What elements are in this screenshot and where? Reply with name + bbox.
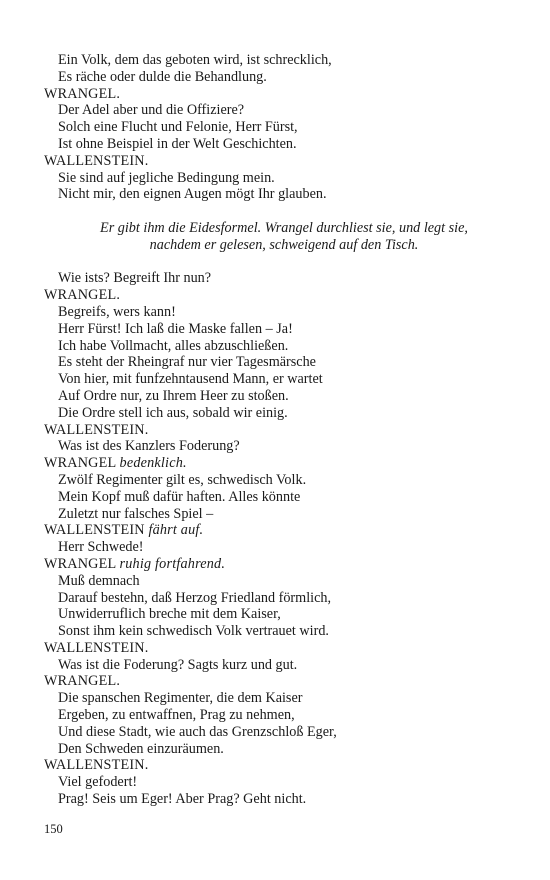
verse-line: Ergeben, zu entwaffnen, Prag zu nehmen, bbox=[58, 707, 295, 724]
speaker-label: WALLENSTEIN. bbox=[44, 152, 149, 169]
verse-line: Sonst ihm kein schwedisch Volk vertrauet wird. bbox=[58, 623, 329, 640]
verse-line: Zuletzt nur falsches Spiel – bbox=[58, 505, 214, 522]
speaker-label: WRANGEL bbox=[44, 555, 116, 572]
speaker-label: WALLENSTEIN. bbox=[44, 421, 149, 438]
speaker-label: WALLENSTEIN. bbox=[44, 757, 149, 774]
verse-line: Von hier, mit funfzehntausend Mann, er wartet bbox=[58, 371, 323, 388]
verse-line: Der Adel aber und die Offiziere? bbox=[58, 102, 245, 119]
verse-line: Darauf bestehn, daß Herzog Friedland förmlich, bbox=[58, 589, 332, 606]
blank-line bbox=[44, 203, 514, 220]
speaker-label: WRANGEL. bbox=[44, 85, 121, 102]
speaker-name bbox=[44, 153, 514, 170]
verse-line: Den Schweden einzuräumen. bbox=[58, 740, 224, 757]
verse-line: Prag! Seis um Eger! Aber Prag? Geht nicht. bbox=[58, 791, 307, 808]
verse-line: Nicht mir, den eignen Augen mögt Ihr glauben. bbox=[58, 186, 327, 203]
verse-line: Es räche oder dulde die Behandlung. bbox=[58, 68, 267, 85]
verse-line: Was ist die Foderung? Sagts kurz und gut. bbox=[58, 656, 298, 673]
speaker-name bbox=[44, 757, 514, 774]
verse-line: Es steht der Rheingraf nur vier Tagesmärsche bbox=[58, 354, 316, 371]
verse-line: Viel gefodert! bbox=[58, 774, 138, 791]
verse-line: Unwiderruflich breche mit dem Kaiser, bbox=[58, 606, 281, 623]
speaker-label: WRANGEL. bbox=[44, 287, 121, 304]
speaker-direction: ruhig fortfahrend. bbox=[119, 555, 226, 572]
stage-direction: nachdem er gelesen, schweigend auf den Tisch. bbox=[149, 236, 419, 253]
verse-line: Sie sind auf jegliche Bedingung mein. bbox=[58, 169, 275, 186]
verse-line: Zwölf Regimenter gilt es, schwedisch Volk. bbox=[58, 471, 307, 488]
speaker-label: WALLENSTEIN bbox=[44, 522, 145, 539]
verse-line: Solch eine Flucht und Felonie, Herr Fürst, bbox=[58, 119, 298, 136]
verse-line: Herr Fürst! Ich laß die Maske fallen – Ja! bbox=[58, 320, 293, 337]
blank-line bbox=[44, 254, 514, 271]
page-number: 150 bbox=[44, 822, 63, 836]
verse-line: Begreifs, wers kann! bbox=[58, 303, 176, 320]
speaker-name bbox=[44, 673, 514, 690]
speaker-name bbox=[44, 455, 514, 472]
stage-direction: Er gibt ihm die Eidesformel. Wrangel durchliest sie, und legt sie, bbox=[100, 219, 468, 236]
verse-line: Die spanschen Regimenter, die dem Kaiser bbox=[58, 690, 303, 707]
verse-line: Was ist des Kanzlers Foderung? bbox=[58, 438, 240, 455]
verse-line: Mein Kopf muß dafür haften. Alles könnte bbox=[58, 488, 301, 505]
verse-line: Und diese Stadt, wie auch das Grenzschloß Eger, bbox=[58, 723, 337, 740]
verse-line: Die Ordre stell ich aus, sobald wir einig. bbox=[58, 404, 288, 421]
speaker-direction: bedenklich. bbox=[119, 455, 187, 472]
speaker-name bbox=[44, 287, 514, 304]
speaker-label: WRANGEL. bbox=[44, 673, 121, 690]
speaker-label: WALLENSTEIN. bbox=[44, 639, 149, 656]
speaker-name bbox=[44, 640, 514, 657]
verse-line: Ich habe Vollmacht, alles abzuschließen. bbox=[58, 337, 289, 354]
verse-line: Ist ohne Beispiel in der Welt Geschichten. bbox=[58, 135, 297, 152]
verse-line: Herr Schwede! bbox=[58, 539, 144, 556]
speaker-name bbox=[44, 422, 514, 439]
speaker-name bbox=[44, 556, 514, 573]
speaker-direction: fährt auf. bbox=[148, 522, 204, 539]
speaker-label: WRANGEL bbox=[44, 455, 116, 472]
verse-line: Auf Ordre nur, zu Ihrem Heer zu stoßen. bbox=[58, 387, 289, 404]
verse-line: Wie ists? Begreift Ihr nun? bbox=[58, 270, 212, 287]
play-text bbox=[44, 52, 514, 808]
verse-line: Ein Volk, dem das geboten wird, ist schrecklich, bbox=[58, 52, 332, 68]
speaker-name bbox=[44, 522, 514, 539]
verse-line: Muß demnach bbox=[58, 572, 140, 589]
speaker-name bbox=[44, 86, 514, 103]
